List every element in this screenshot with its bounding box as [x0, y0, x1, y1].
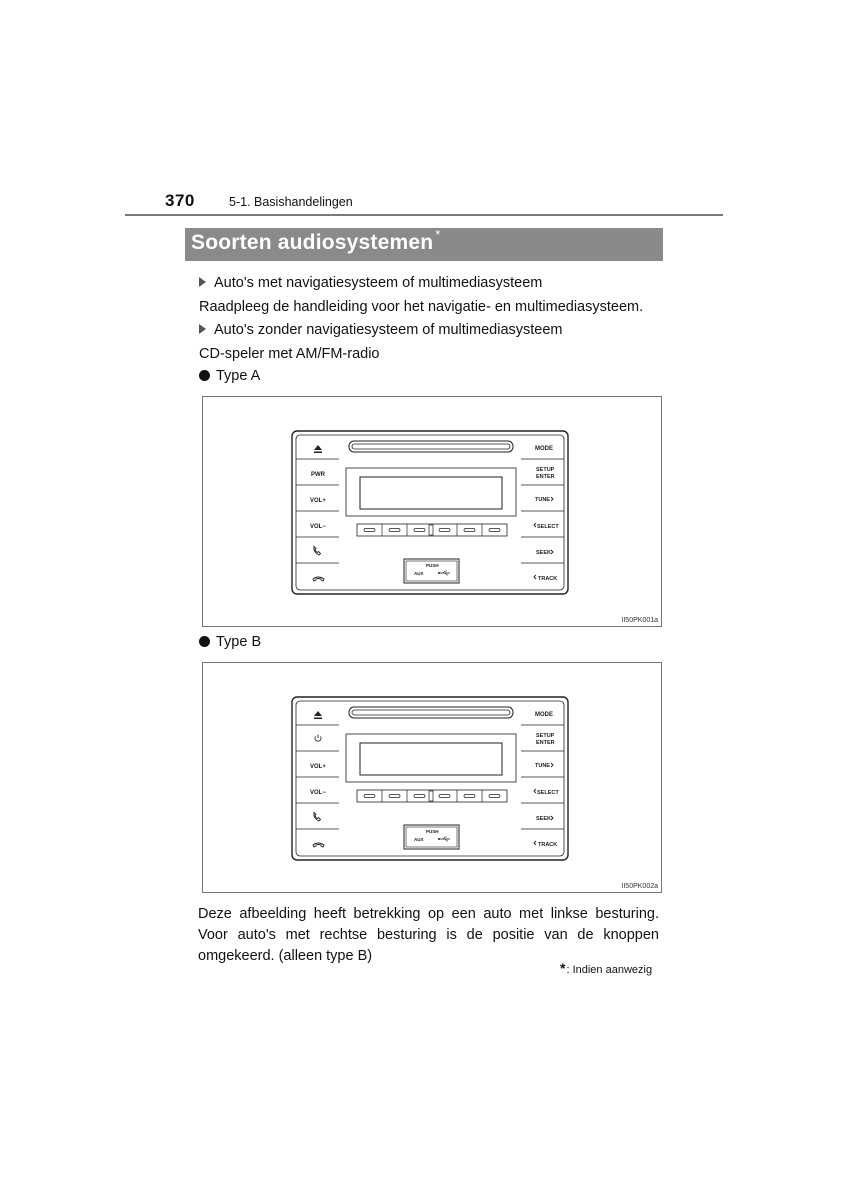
- pwr-button[interactable]: PWR: [311, 472, 325, 478]
- phone-hangup-icon[interactable]: [313, 843, 324, 847]
- figure-label: [199, 634, 261, 650]
- svg-text:VOL+: VOL+: [310, 764, 326, 770]
- track-button[interactable]: [534, 841, 557, 848]
- list-item: [199, 322, 563, 338]
- svg-text:PUSH: PUSH: [426, 829, 439, 834]
- list-item: [199, 275, 542, 291]
- circle-bullet-icon: [199, 370, 210, 381]
- enter-button[interactable]: ENTER: [536, 474, 555, 480]
- usb-icon: [438, 837, 450, 841]
- usb-icon: [438, 571, 450, 575]
- triangle-bullet-icon: [199, 277, 206, 287]
- vol-down-button[interactable]: [310, 790, 326, 796]
- track-button[interactable]: [534, 575, 557, 582]
- tune-button[interactable]: [535, 497, 553, 503]
- enter-button[interactable]: ENTER: [536, 740, 555, 746]
- seek-button[interactable]: [536, 550, 553, 556]
- select-button[interactable]: [534, 523, 559, 530]
- section-reference: 5-1. Basishandelingen: [229, 195, 353, 209]
- body-text: CD-speler met AM/FM-radio: [199, 346, 380, 362]
- mode-button[interactable]: MODE: [535, 712, 553, 718]
- figure-type-b: [202, 662, 662, 893]
- eject-icon[interactable]: [314, 445, 322, 453]
- vol-up-button[interactable]: [310, 764, 326, 770]
- svg-text:SEEK: SEEK: [536, 550, 551, 556]
- list-item-text: Auto's zonder navigatiesysteem of multimediasysteem: [214, 322, 563, 338]
- seek-button[interactable]: [536, 816, 553, 822]
- svg-text:VOL+: VOL+: [310, 498, 326, 504]
- phone-hangup-icon[interactable]: [313, 577, 324, 581]
- aux-usb-port[interactable]: [404, 559, 459, 583]
- section-title-text: Soorten audiosystemen: [191, 231, 434, 254]
- svg-text:VOL−: VOL−: [310, 790, 326, 796]
- svg-text:PUSH: PUSH: [426, 563, 439, 568]
- svg-text:AUX: AUX: [414, 571, 424, 576]
- setup-button[interactable]: SETUP: [536, 733, 555, 739]
- tune-button[interactable]: [535, 763, 553, 769]
- body-text: Raadpleeg de handleiding voor het navigatie- en multimediasysteem.: [199, 299, 644, 315]
- svg-text:AUX: AUX: [414, 837, 424, 842]
- triangle-bullet-icon: [199, 324, 206, 334]
- svg-text:TRACK: TRACK: [538, 576, 558, 582]
- page-number: 370: [165, 191, 195, 210]
- select-button[interactable]: [534, 789, 559, 796]
- svg-text:SELECT: SELECT: [537, 790, 559, 796]
- vol-down-button[interactable]: [310, 524, 326, 530]
- radio-panel-b: [203, 663, 663, 894]
- list-item-text: Auto's met navigatiesysteem of multimediasysteem: [214, 275, 543, 291]
- figure-label-text: Type A: [216, 368, 261, 384]
- phone-pickup-icon[interactable]: [314, 547, 321, 556]
- section-title: [191, 227, 441, 255]
- circle-bullet-icon: [199, 636, 210, 647]
- svg-text:TRACK: TRACK: [538, 842, 558, 848]
- eject-icon[interactable]: [314, 711, 322, 719]
- header-rule: [125, 214, 723, 216]
- figure-type-a: [202, 396, 662, 627]
- footnote-asterisk: *: [560, 960, 566, 976]
- svg-text:SEEK: SEEK: [536, 816, 551, 822]
- mode-button[interactable]: MODE: [535, 446, 553, 452]
- figure-code: II50PK002a: [621, 883, 658, 890]
- svg-text:TUNE: TUNE: [535, 497, 550, 503]
- phone-pickup-icon[interactable]: [314, 813, 321, 822]
- vol-up-button[interactable]: [310, 498, 326, 504]
- svg-text:TUNE: TUNE: [535, 763, 550, 769]
- figure-label-text: Type B: [216, 634, 262, 650]
- footnote-text: : Indien aanwezig: [566, 964, 653, 976]
- aux-usb-port[interactable]: [404, 825, 459, 849]
- svg-text:VOL−: VOL−: [310, 524, 326, 530]
- setup-button[interactable]: SETUP: [536, 467, 555, 473]
- body-paragraph: Deze afbeelding heeft betrekking op een auto met linkse besturing. Voor auto's met rechtse besturing is de positie van de knoppen omgekeerd. (alleen type B): [198, 906, 659, 964]
- figure-code: II50PK001a: [621, 617, 658, 624]
- svg-text:SELECT: SELECT: [537, 524, 559, 530]
- figure-label: [199, 368, 260, 384]
- radio-panel-a: [203, 397, 663, 628]
- footnote: [560, 960, 652, 976]
- title-asterisk: *: [435, 227, 441, 242]
- power-icon[interactable]: [315, 735, 321, 742]
